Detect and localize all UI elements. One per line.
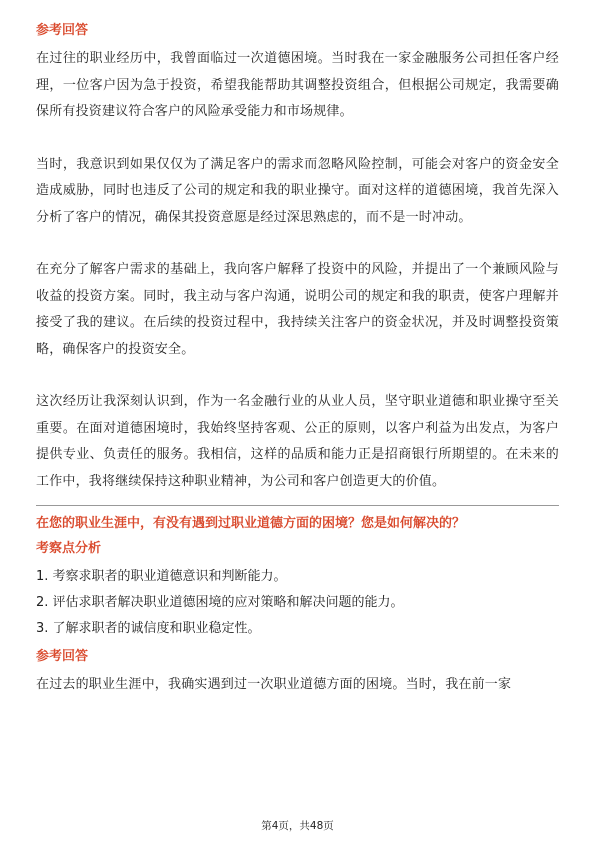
reference-answer-heading: 参考回答 <box>36 23 89 38</box>
analysis-item-1: 1. 考察求职者的职业道德意识和判断能力。 <box>36 569 287 584</box>
answer-paragraph-4: 这次经历让我深刻认识到，作为一名金融行业的从业人员，坚守职业道德和职业操守至关重要。在面对道德困境时，我始终坚持客观、公正的原则，以客户利益为出发点，为客户提供专业、负责任的服务。我相信，这样的品质和能力正是招商银行所期望的。在未来的工作中，我将继续保持这种职业精神，为公司和客户创造更大的价值。 <box>36 394 559 489</box>
analysis-heading: 考察点分析 <box>36 541 102 556</box>
document-page <box>36 22 559 699</box>
answer-paragraph-3: 在充分了解客户需求的基础上，我向客户解释了投资中的风险，并提出了一个兼顾风险与收益的投资方案。同时，我主动与客户沟通，说明公司的规定和我的职责，使客户理解并接受了我的建议。在后续的投资过程中，我持续关注客户的资金状况，并及时调整投资策略，确保客户的投资安全。 <box>36 262 559 357</box>
answer-paragraph-1: 在过往的职业经历中，我曾面临过一次道德困境。当时我在一家金融服务公司担任客户经理，一位客户因为急于投资，希望我能帮助其调整投资组合，但根据公司规定，我需要确保所有投资建议符合客户的风险承受能力和市场规律。 <box>36 51 559 119</box>
section-divider <box>36 505 559 506</box>
page-number: 第4页，共48页 <box>261 820 334 832</box>
analysis-item-2: 2. 评估求职者解决职业道德困境的应对策略和解决问题的能力。 <box>36 595 404 610</box>
answer-paragraph-2: 当时，我意识到如果仅仅为了满足客户的需求而忽略风险控制，可能会对客户的资金安全造成威胁，同时也违反了公司的规定和我的职业操守。面对这样的道德困境，我首先深入分析了客户的情况，确保其投资意愿是经过深思熟虑的，而不是一时冲动。 <box>36 156 559 225</box>
analysis-item-3: 3. 了解求职者的诚信度和职业稳定性。 <box>36 621 261 636</box>
answer-paragraph-next: 在过去的职业生涯中，我确实遇到过一次职业道德方面的困境。当时，我在前一家 <box>36 677 512 692</box>
interview-question: 在您的职业生涯中，有没有遇到过职业道德方面的困境？您是如何解决的？ <box>36 516 466 531</box>
reference-answer-heading-2: 参考回答 <box>36 649 89 664</box>
